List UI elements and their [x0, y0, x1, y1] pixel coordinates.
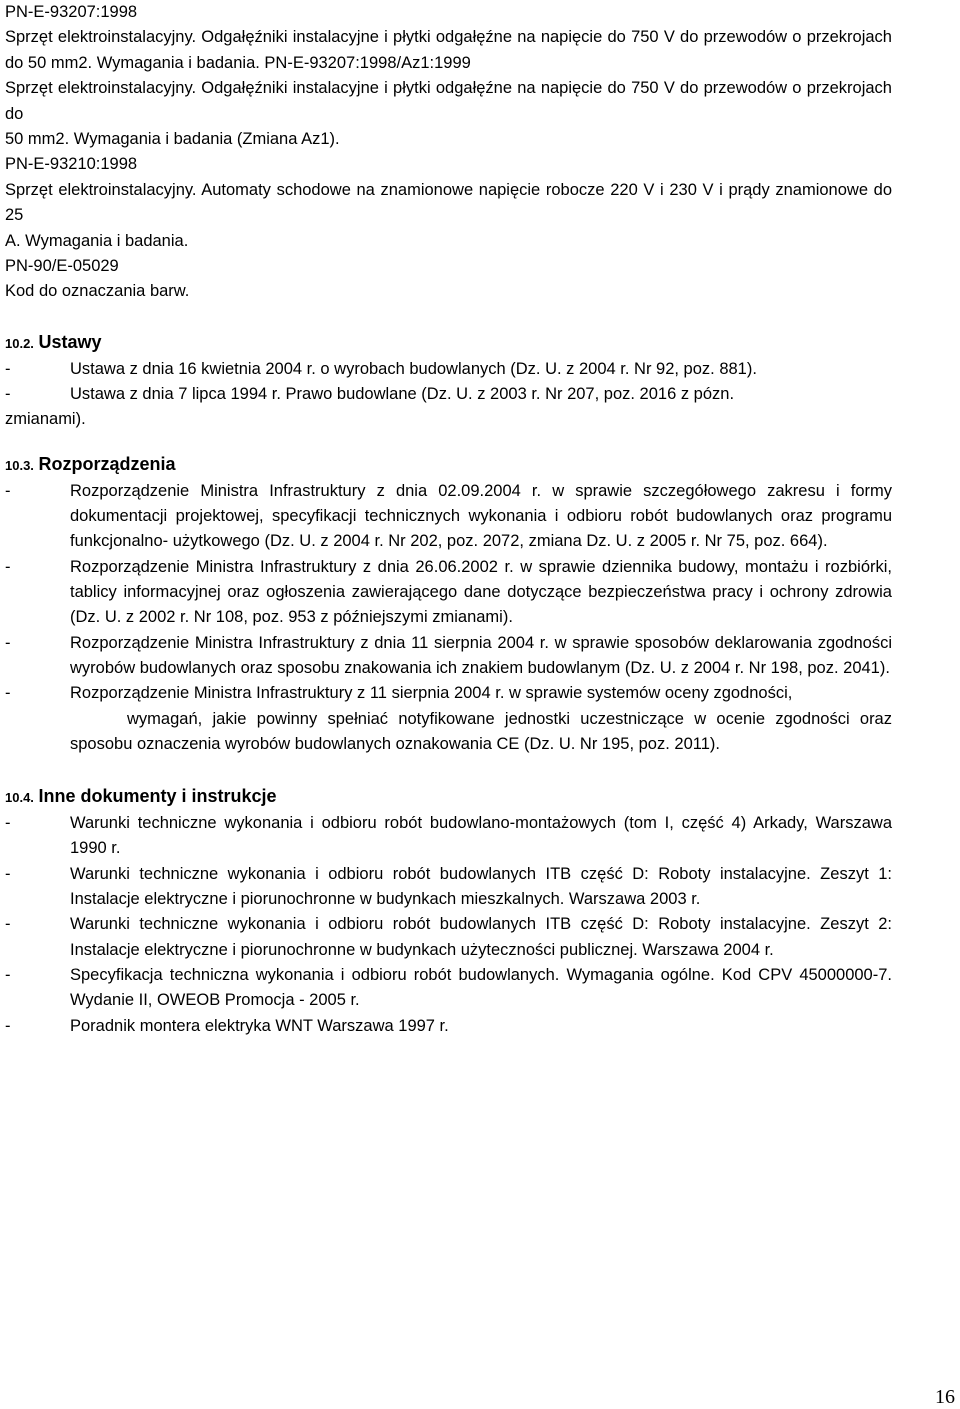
list-item-text: Rozporządzenie Ministra Infrastruktury z dnia 11 sierpnia 2004 r. w sprawie sposobów deklarowania zgodności wyrobów budowlanych oraz sposobu znakowania ich znakiem budowlanym (Dz. U. z 2004 r. Nr 198, poz. 2041). — [70, 633, 892, 677]
list-item — [5, 382, 892, 407]
standard-text: Sprzęt elektroinstalacyjny. Automaty schodowe na znamionowe napięcie robocze 220 V i 230 V i prądy znamionowe do 25 — [5, 180, 892, 225]
list-item-text — [70, 681, 892, 757]
list-item-text: Specyfikacja techniczna wykonania i odbioru robót budowlanych. Wymagania ogólne. Kod CPV 45000000-7. Wydanie II, OWEOB Promocja - 2005 r. — [70, 965, 892, 1010]
list-item — [5, 357, 892, 382]
list-item-continuation: zmianami). — [5, 410, 86, 429]
standard-text: Kod do oznaczania barw. — [5, 282, 190, 301]
section-number: 10.3. — [5, 457, 34, 473]
section-title: Inne dokumenty i instrukcje — [38, 786, 277, 807]
list-item-text: Rozporządzenie Ministra Infrastruktury z dnia 02.09.2004 r. w sprawie szczegółowego zakresu i formy dokumentacji projektowej, specyfikacji technicznych wykonania i odbioru robót budowlanych oraz programu funkcjonalno- użytkowego (Dz. U. z 2004 r. Nr 202, poz. 2072, zmiana Dz. U. z 2005 r. Nr 75, poz. 664). — [70, 481, 892, 551]
section-heading-laws — [5, 329, 892, 357]
list-item — [5, 862, 892, 913]
standard-text: Sprzęt elektroinstalacyjny. Odgałęźniki instalacyjne i płytki odgałęźne na napięcie do 750 V do przewodów o przekrojach do 50 mm2. Wymagania i badania. PN-E-93207:1998/Az1:1999 — [5, 28, 892, 72]
list-item-text: Warunki techniczne wykonania i odbioru robót budowlano-montażowych (tom I, część 4) Arkady, Warszawa 1990 r. — [70, 814, 892, 858]
list-dash: - — [5, 557, 11, 576]
section-heading-other-documents — [5, 783, 892, 811]
list-dash: - — [5, 814, 11, 833]
standard-text: Sprzęt elektroinstalacyjny. Odgałęźniki instalacyjne i płytki odgałęźne na napięcie do 750 V do przewodów o przekrojach do — [5, 79, 892, 123]
list-item-text: Warunki techniczne wykonania i odbioru robót budowlanych ITB część D: Roboty instalacyjne. Zeszyt 2: Instalacje elektryczne i piorunochronne w budynkach użyteczności publicznej. Warszawa 2004 r. — [70, 915, 892, 959]
standard-code: PN-E-93210:1998 — [5, 155, 138, 174]
list-item-text: Warunki techniczne wykonania i odbioru robót budowlanych ITB część D: Roboty instalacyjne. Zeszyt 1: Instalacje elektryczne i piorunochronne w budynkach mieszkalnych. Warszawa 2003 r. — [70, 864, 892, 909]
list-item — [5, 555, 892, 631]
list-item-text: Rozporządzenie Ministra Infrastruktury z dnia 26.06.2002 r. w sprawie dziennika budowy, montażu i rozbiórki, tablicy informacyjnej oraz ogłoszenia zawierającego dane dotyczące bezpieczeństwa pracy i ochrony zdrowia (Dz. U. z 2002 r. Nr 108, poz. 953 z późniejszymi zmianami). — [70, 557, 892, 627]
section-title: Ustawy — [38, 331, 102, 352]
section-title: Rozporządzenia — [38, 453, 176, 474]
list-item — [5, 631, 892, 682]
document-body — [5, 0, 892, 1039]
list-dash: - — [5, 965, 11, 984]
list-item — [5, 681, 892, 757]
list-item-text: Ustawa z dnia 7 lipca 1994 r. Prawo budowlane (Dz. U. z 2003 r. Nr 207, poz. 2016 z pózn. — [70, 385, 735, 404]
list-dash: - — [5, 915, 11, 934]
list-dash: - — [5, 481, 11, 500]
list-dash: - — [5, 633, 11, 652]
list-item-text-part: wymagań, jakie powinny spełniać notyfikowane jednostki uczestniczące w ocenie zgodności oraz sposobu oznaczenia wyrobów budowlanych oznakowania CE (Dz. U. Nr 195, poz. 2011). — [70, 709, 892, 753]
page-number: 16 — [935, 1386, 955, 1408]
list-item-text: Ustawa z dnia 16 kwietnia 2004 r. o wyrobach budowlanych (Dz. U. z 2004 r. Nr 92, poz. 881). — [70, 359, 757, 378]
list-item-text-part: Rozporządzenie Ministra Infrastruktury z 11 sierpnia 2004 r. w sprawie systemów oceny zgodności, — [70, 684, 793, 703]
list-item — [5, 811, 892, 862]
list-dash: - — [5, 359, 11, 378]
list-item — [5, 963, 892, 1014]
list-item — [5, 1014, 892, 1039]
standard-code: PN-E-93207:1998 — [5, 3, 138, 21]
standard-code: PN-90/E-05029 — [5, 257, 119, 276]
section-number: 10.2. — [5, 335, 34, 351]
list-dash: - — [5, 684, 11, 703]
list-item — [5, 479, 892, 555]
standard-text: A. Wymagania i badania. — [5, 231, 189, 250]
list-dash: - — [5, 385, 11, 404]
list-item — [5, 912, 892, 963]
list-dash: - — [5, 1016, 11, 1035]
list-dash: - — [5, 864, 11, 883]
section-heading-regulations — [5, 451, 892, 479]
standard-text: 50 mm2. Wymagania i badania (Zmiana Az1). — [5, 130, 340, 149]
list-item-text: Poradnik montera elektryka WNT Warszawa 1997 r. — [70, 1016, 449, 1035]
section-number: 10.4. — [5, 790, 34, 806]
